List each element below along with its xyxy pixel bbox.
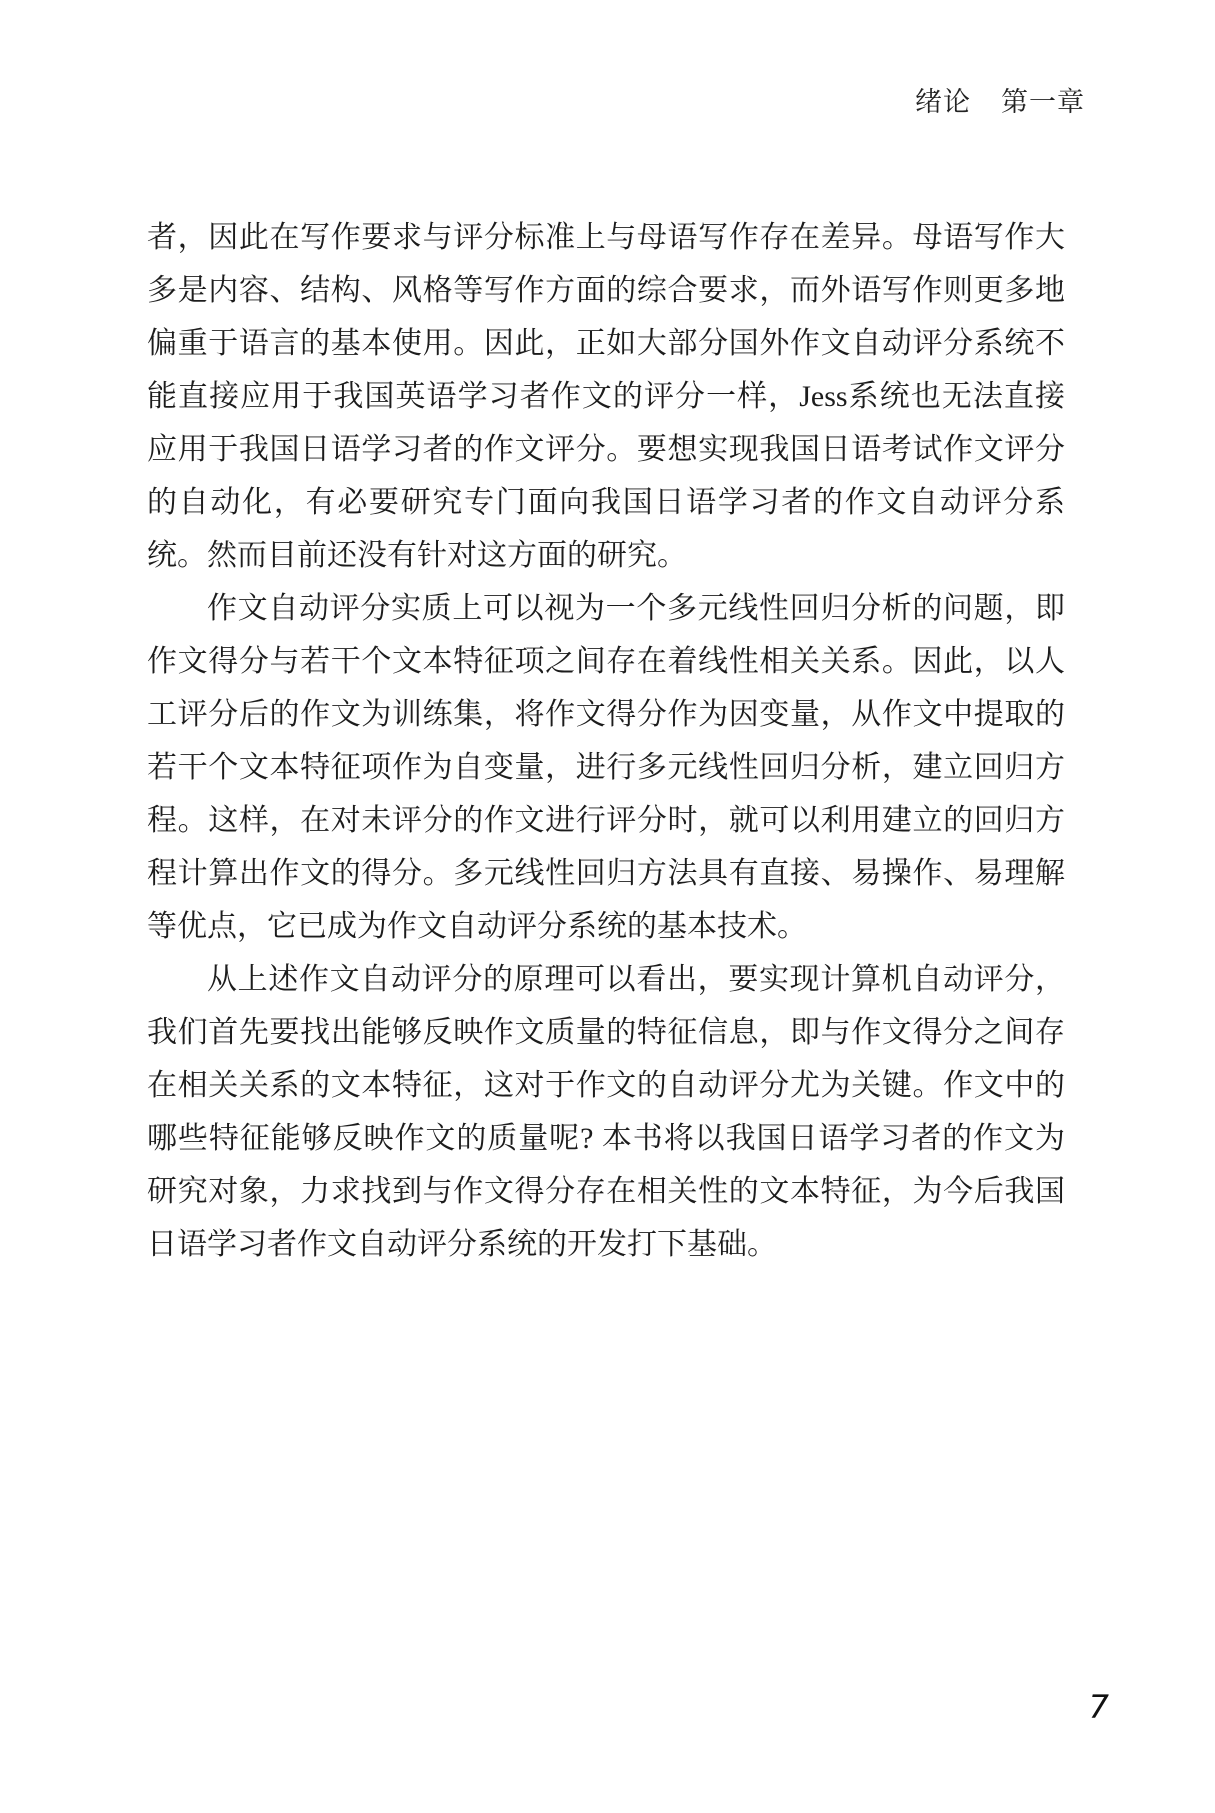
body-text-block (147, 211, 1065, 1271)
body-paragraph: 作文自动评分实质上可以视为一个多元线性回归分析的问题，即作文得分与若干个文本特征项之间存在着线性相关关系。因此，以人工评分后的作文为训练集，将作文得分作为因变量，从作文中提取的若干个文本特征项作为自变量，进行多元线性回归分析，建立回归方程。这样，在对未评分的作文进行评分时，就可以利用建立的回归方程计算出作文的得分。多元线性回归方法具有直接、易操作、易理解等优点，它已成为作文自动评分系统的基本技术。 (147, 592, 1065, 943)
body-paragraph: 者，因此在写作要求与评分标准上与母语写作存在差异。母语写作大多是内容、结构、风格等写作方面的综合要求，而外语写作则更多地偏重于语言的基本使用。因此，正如大部分国外作文自动评分系统不能直接应用于我国英语学习者作文的评分一样，Jess系统也无法直接应用于我国日语学习者的作文评分。要想实现我国日语考试作文评分的自动化，有必要研究专门面向我国日语学习者的作文自动评分系统。然而目前还没有针对这方面的研究。 (147, 221, 1065, 572)
header-section-title: 绪论 (915, 87, 971, 117)
running-header (915, 80, 1085, 119)
page-number: 7 (1088, 1688, 1109, 1726)
body-paragraph: 从上述作文自动评分的原理可以看出，要实现计算机自动评分，我们首先要找出能够反映作文质量的特征信息，即与作文得分之间存在相关关系的文本特征，这对于作文的自动评分尤为关键。作文中的哪些特征能够反映作文的质量呢? 本书将以我国日语学习者的作文为研究对象，力求找到与作文得分存在相关性的文本特征，为今后我国日语学习者作文自动评分系统的开发打下基础。 (147, 963, 1065, 1261)
header-chapter-title: 第一章 (1001, 87, 1085, 117)
